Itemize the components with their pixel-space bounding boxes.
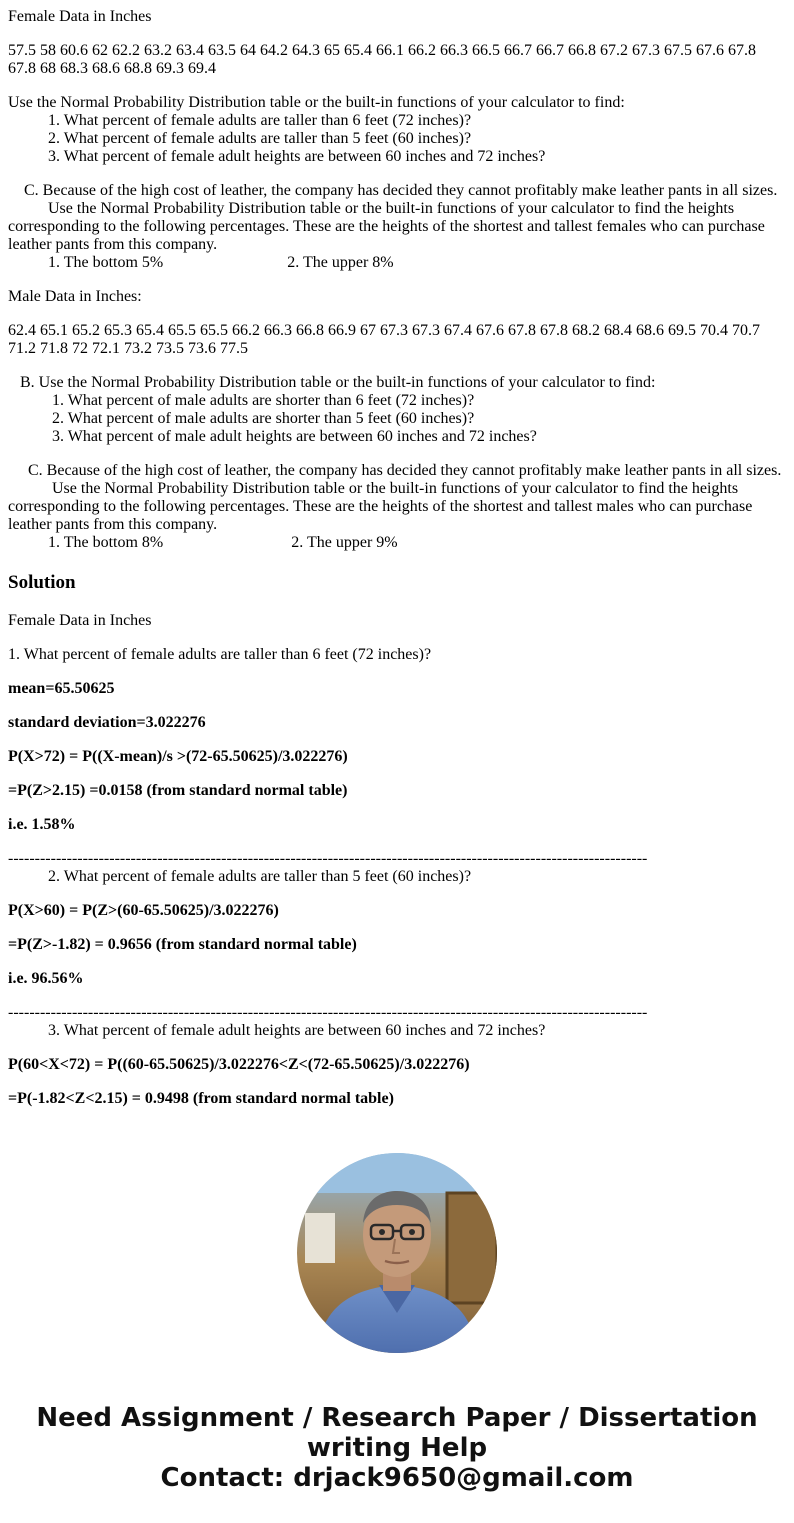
female-data-values: 57.5 58 60.6 62 62.2 63.2 63.4 63.5 64 64.2 64.3 65 65.4 66.1 66.2 66.3 66.5 66.7 66.7 66.8 67.2 67.3 67.5 67.6 67.8 67.8 68 68.3 68.6 68.8 69.3 69.4 <box>8 42 756 77</box>
solution-q1-answer: i.e. 1.58% <box>8 816 76 833</box>
male-b-intro: B. Use the Normal Probability Distribution table or the built-in functions of your calculator to find: <box>20 374 656 391</box>
solution-standard-deviation: standard deviation=3.022276 <box>8 714 206 731</box>
female-c-items <box>8 254 786 272</box>
male-data-header: Male Data in Inches: <box>8 288 142 305</box>
male-c-items <box>8 534 786 552</box>
solution-q3-step-1: P(60<X<72) = P((60-65.50625)/3.022276<Z<(72-65.50625)/3.022276) <box>8 1056 470 1073</box>
solution-block-2 <box>8 850 786 886</box>
solution-q3-step-2: =P(-1.82<Z<2.15) = 0.9498 (from standard normal table) <box>8 1090 394 1107</box>
solution-question-2: 2. What percent of female adults are taller than 5 feet (60 inches)? <box>48 868 472 885</box>
solution-q2-answer: i.e. 96.56% <box>8 970 84 987</box>
solution-q2-step-2: =P(Z>-1.82) = 0.9656 (from standard normal table) <box>8 936 357 953</box>
solution-heading: Solution <box>8 572 76 593</box>
male-c-item-1: 1. The bottom 8% <box>48 534 164 551</box>
female-intro: Use the Normal Probability Distribution table or the built-in functions of your calculator to find: <box>8 94 625 111</box>
banner-line-2: writing Help <box>306 1433 488 1463</box>
female-question-3: 3. What percent of female adult heights are between 60 inches and 72 inches? <box>48 148 546 165</box>
male-question-2: 2. What percent of male adults are shorter than 5 feet (60 inches)? <box>52 410 475 427</box>
divider-2: ------------------------------------------------------------------------------------------------------------------------ <box>8 1004 648 1021</box>
solution-question-3: 3. What percent of female adult heights are between 60 inches and 72 inches? <box>48 1022 546 1039</box>
female-data-header: Female Data in Inches <box>8 8 152 25</box>
banner-contact-line: Contact: drjack9650@gmail.com <box>160 1463 634 1493</box>
female-c-first-line: C. Because of the high cost of leather, the company has decided they cannot profitably make leather pants in all sizes. <box>24 182 778 199</box>
banner-line-1: Need Assignment / Research Paper / Dissertation <box>36 1403 758 1433</box>
female-part-c-block <box>8 182 786 272</box>
male-question-3: 3. What percent of male adult heights are between 60 inches and 72 inches? <box>52 428 537 445</box>
female-question-2: 2. What percent of female adults are taller than 5 feet (60 inches)? <box>48 130 472 147</box>
male-c-body <box>8 480 752 533</box>
female-questions-block <box>8 94 786 166</box>
male-data-values: 62.4 65.1 65.2 65.3 65.4 65.5 65.5 66.2 66.3 66.8 66.9 67 67.3 67.3 67.4 67.6 67.8 67.8 68.2 68.4 68.6 69.5 70.4 70.7 71.2 71.8 72 72.1 73.2 73.5 73.6 77.5 <box>8 322 760 357</box>
male-part-c-block <box>8 462 786 552</box>
male-c-continuation: Use the Normal Probability Distribution table or the built-in functions of your calculator to find the heights corresponding to the following percentages. These are the heights of the shortest and tallest males who can purchase leather pants from this company. <box>8 480 753 533</box>
solution-q1-step-1: P(X>72) = P((X-mean)/s >(72-65.50625)/3.022276) <box>8 748 348 765</box>
male-part-b-block <box>8 374 786 446</box>
solution-female-header: Female Data in Inches <box>8 612 152 629</box>
male-c-first-line: C. Because of the high cost of leather, the company has decided they cannot profitably make leather pants in all sizes. <box>28 462 782 479</box>
male-question-1: 1. What percent of male adults are shorter than 6 feet (72 inches)? <box>52 392 475 409</box>
author-photo <box>297 1153 497 1353</box>
male-c-item-2: 2. The upper 9% <box>291 534 398 551</box>
solution-q2-step-1: P(X>60) = P(Z>(60-65.50625)/3.022276) <box>8 902 279 919</box>
solution-question-1: 1. What percent of female adults are taller than 6 feet (72 inches)? <box>8 646 432 663</box>
female-c-continuation: Use the Normal Probability Distribution table or the built-in functions of your calculator to find the heights corresponding to the following percentages. These are the heights of the shortest and tallest females who can purchase leather pants from this company. <box>8 200 765 253</box>
divider-1: ------------------------------------------------------------------------------------------------------------------------ <box>8 850 648 867</box>
solution-q1-step-2: =P(Z>2.15) =0.0158 (from standard normal table) <box>8 782 348 799</box>
solution-block-3 <box>8 1004 786 1040</box>
female-c-item-2: 2. The upper 8% <box>287 254 394 271</box>
female-question-1: 1. What percent of female adults are taller than 6 feet (72 inches)? <box>48 112 472 129</box>
help-banner <box>0 1403 794 1493</box>
female-c-body <box>8 200 765 253</box>
author-portrait-image <box>297 1153 497 1353</box>
female-c-item-1: 1. The bottom 5% <box>48 254 164 271</box>
solution-mean: mean=65.50625 <box>8 680 115 697</box>
